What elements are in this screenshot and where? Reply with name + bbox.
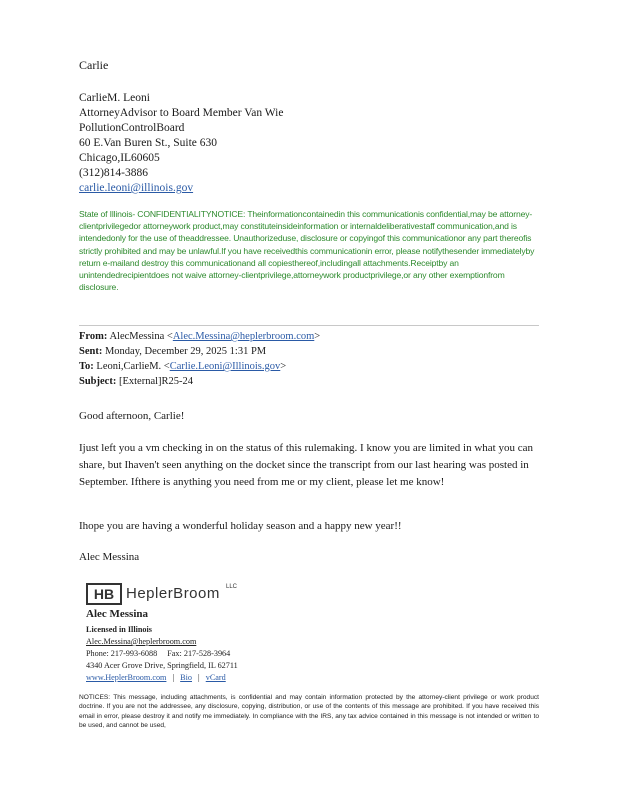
header-sent bbox=[79, 345, 266, 358]
to-close: > bbox=[280, 361, 287, 372]
card-name: Alec Messina bbox=[86, 608, 149, 620]
sent-value: Monday, December 29, 2025 1:31 PM bbox=[104, 346, 267, 357]
signature-full-name: CarlieM. Leoni bbox=[79, 92, 150, 104]
card-licensed: Licensed in Illinois bbox=[86, 625, 152, 634]
signature-org: PollutionControlBoard bbox=[79, 122, 185, 134]
card-phone-fax bbox=[86, 648, 230, 659]
divider bbox=[79, 325, 539, 326]
greeting-name: Carlie bbox=[79, 58, 109, 72]
card-website-link[interactable]: www.HeplerBroom.com bbox=[86, 673, 167, 682]
from-email-link[interactable]: Alec.Messina@heplerbroom.com bbox=[172, 331, 315, 342]
message-paragraph-2: Ihope you are having a wonderful holiday season and a happy new year!! bbox=[79, 520, 402, 532]
subject-value: [External]R25-24 bbox=[118, 376, 194, 387]
message-closing: Alec Messina bbox=[79, 551, 140, 563]
header-from bbox=[79, 330, 320, 343]
to-label: To: bbox=[79, 361, 94, 372]
card-fax-label: Fax: bbox=[167, 649, 182, 658]
signature-email-link[interactable]: carlie.leoni@illinois.gov bbox=[79, 182, 194, 194]
card-fax: 217-528-3964 bbox=[183, 649, 231, 658]
logo-wordmark: HeplerBroom bbox=[126, 585, 220, 602]
card-email-link[interactable]: Alec.Messina@heplerbroom.com bbox=[86, 637, 197, 646]
signature-address-street: 60 E.Van Buren St., Suite 630 bbox=[79, 137, 217, 149]
to-name: Leoni,CarlieM. < bbox=[96, 361, 170, 372]
heplerbroom-logo bbox=[86, 583, 246, 607]
subject-label: Subject: bbox=[79, 376, 117, 387]
card-phone-label: Phone: bbox=[86, 649, 109, 658]
signature-address-city: Chicago,IL60605 bbox=[79, 152, 160, 164]
confidentiality-notice: State of Illinois- CONFIDENTIALITYNOTICE: Theinformationcontainedin this communicationis confidential,may be attorney-clientprivilegedor attorneywork product,may constituteinsideinformation or internaldeliberativestaff communication,and is intendedonly for the use of theaddressee. Unauthorizeduse, disclosure or copyingof this communicationor any part thereofis strictly prohibited and may be unlawful.If you have receivedthis communicationin error, please notifythesender immediatelyby return e-mailand destroy this communicationand all copiesthereof,includingall attachments.Receiptby an unintendedrecipientdoes not waive attorney-clientprivilege,attorneywork productprivilege,or any other exemptionfrom disclosure. bbox=[79, 209, 535, 293]
from-name: AlecMessina < bbox=[109, 331, 173, 342]
logo-suffix: LLC bbox=[226, 584, 238, 590]
card-address: 4340 Acer Grove Drive, Springfield, IL 62711 bbox=[86, 661, 238, 670]
card-vcard-link[interactable]: vCard bbox=[205, 673, 226, 682]
card-bio-link[interactable]: Bio bbox=[180, 673, 192, 682]
sent-label: Sent: bbox=[79, 346, 103, 357]
logo-mark: HB bbox=[86, 583, 122, 605]
legal-notices: NOTICES: This message, including attachments, is confidential and may contain information protected by the attorney-client privilege or work product doctrine. If you are not the addressee, any disclosure, copying, distribution, or use of the contents of this message are prohibited. If you have received this email in error, please destroy it and notify me immediately. In compliance with the IRS, any tax advice contained in this message is not intended or written to be used, and cannot be used, bbox=[79, 694, 539, 729]
message-paragraph-1: Ijust left you a vm checking in on the status of this rulemaking. I know you are limited in what you can share, but Ihaven't seen anything on the docket since the transcript from our last hearing was posted in September. Ifthere is anything you need from me or my client, please let me know! bbox=[79, 442, 533, 488]
signature-phone: (312)814-3886 bbox=[79, 167, 148, 179]
from-close: > bbox=[314, 331, 321, 342]
from-label: From: bbox=[79, 331, 108, 342]
header-to bbox=[79, 360, 286, 373]
signature-title: AttorneyAdvisor to Board Member Van Wie bbox=[79, 107, 284, 119]
to-email-link[interactable]: Carlie.Leoni@Illinois.gov bbox=[169, 361, 281, 372]
message-salutation: Good afternoon, Carlie! bbox=[79, 410, 185, 422]
card-links: www.HeplerBroom.com | Bio | vCard bbox=[86, 673, 226, 682]
card-phone: 217-993-6088 bbox=[110, 649, 158, 658]
header-subject bbox=[79, 375, 193, 388]
